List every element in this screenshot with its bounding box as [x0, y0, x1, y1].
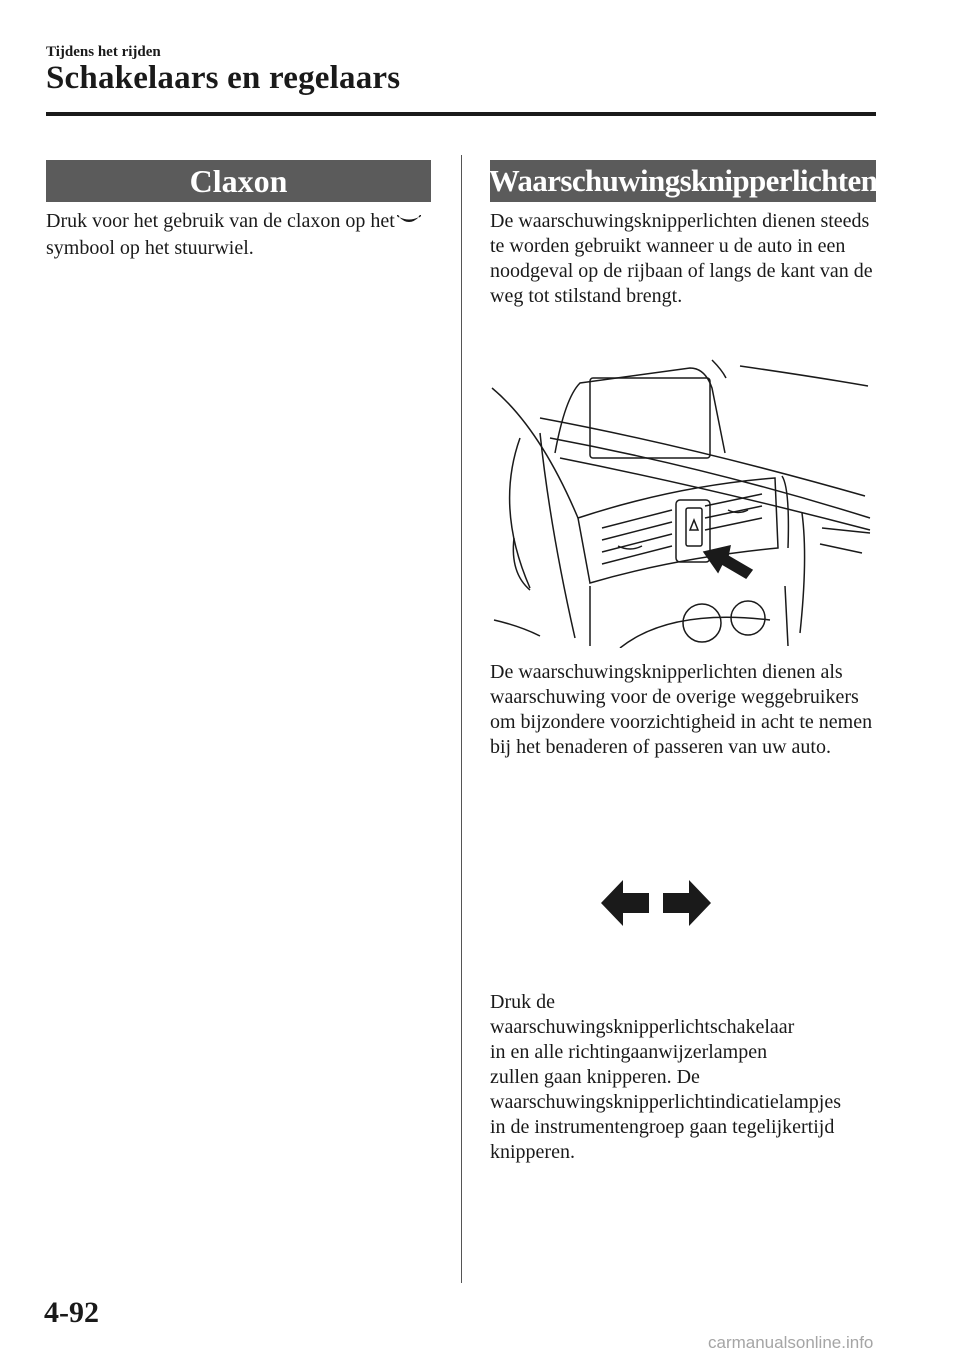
hazard-warning-text: De waarschuwingsknipperlichten dienen als waarschuwing voor de overige weggebruikers om bijzondere voorzichtigheid in acht te nemen bij het benaderen of passeren van uw auto.: [490, 661, 873, 758]
claxon-paragraph: [46, 209, 436, 261]
instruction-line: in de instrumentengroep gaan tegelijkertijd: [490, 1116, 835, 1138]
instruction-line: waarschuwingsknipperlichtindicatielampjes: [490, 1091, 842, 1113]
instruction-line: in en alle richtingaanwijzerlampen: [490, 1041, 768, 1063]
section-title: Schakelaars en regelaars: [46, 60, 401, 96]
claxon-text-after: symbool op het stuurwiel.: [46, 237, 254, 259]
footer-watermark: carmanualsonline.info: [708, 1333, 874, 1352]
claxon-heading: Claxon: [46, 160, 431, 202]
chapter-label: Tijdens het rijden: [46, 44, 161, 60]
horn-icon: [397, 211, 421, 236]
column-divider: [461, 155, 462, 1283]
hazard-heading: Waarschuwingsknipperlichten: [490, 160, 876, 202]
instruction-line: waarschuwingsknipperlichtschakelaar: [490, 1016, 795, 1038]
dashboard-hazard-switch-illustration: [490, 358, 880, 648]
hazard-intro: De waarschuwingsknipperlichten dienen steeds te worden gebruikt wanneer u de auto in een noodgeval op de rijbaan of langs de kant van de weg tot stilstand brengt.: [490, 210, 873, 307]
instruction-line: knipperen.: [490, 1141, 575, 1163]
turn-signal-arrows-icon: [601, 880, 711, 926]
page-number: 4-92: [44, 1296, 99, 1329]
instruction-line: Druk de: [490, 991, 555, 1013]
hazard-instructions: [490, 990, 880, 1165]
claxon-text-before: Druk voor het gebruik van de claxon op het: [46, 210, 395, 232]
header-rule: [46, 112, 876, 116]
instruction-line: zullen gaan knipperen. De: [490, 1066, 700, 1088]
